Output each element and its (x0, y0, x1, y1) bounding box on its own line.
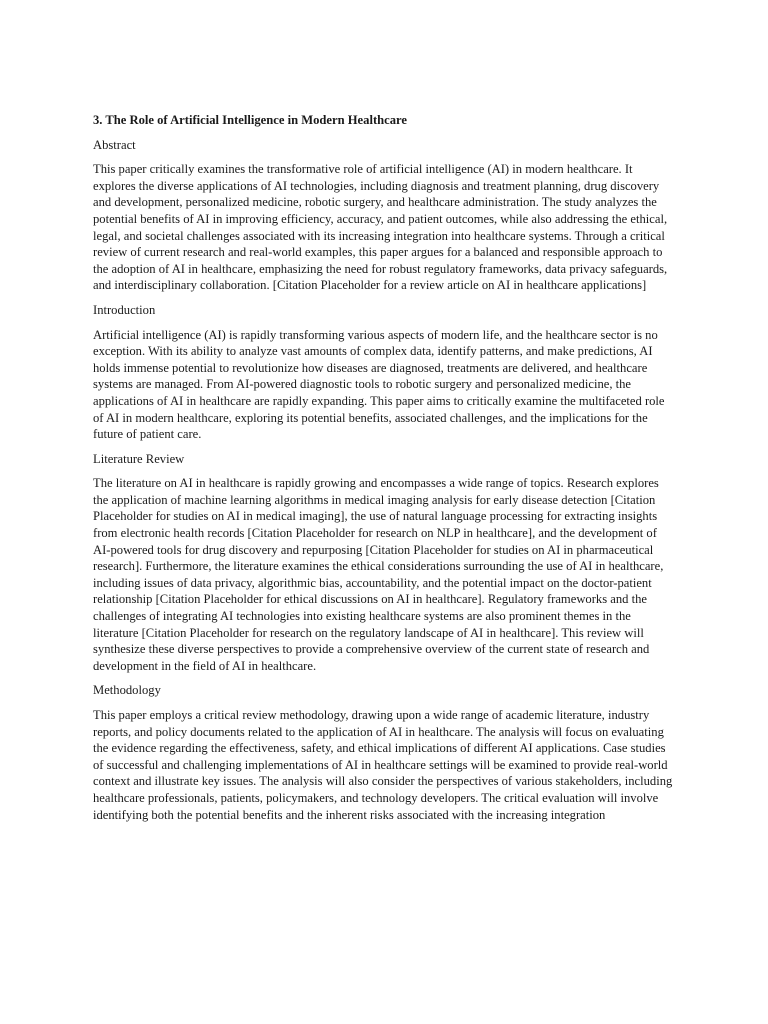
document-page (93, 112, 675, 831)
section-text-abstract: This paper critically examines the transformative role of artificial intelligence (AI) in modern healthcare. It explores the diverse applications of AI technologies, including diagnosis and treatment planning, drug discovery and development, personalized medicine, robotic surgery, and healthcare administration. The study analyzes the potential benefits of AI in improving efficiency, accuracy, and patient outcomes, while also addressing the ethical, legal, and societal challenges associated with its increasing integration into healthcare systems. Through a critical review of current research and real-world examples, this paper argues for a balanced and responsible approach to the adoption of AI in healthcare, emphasizing the need for robust regulatory frameworks, data privacy safeguards, and interdisciplinary collaboration. [Citation Placeholder for a review article on AI in healthcare applications] (93, 162, 668, 293)
section-heading-abstract: Abstract (93, 137, 136, 152)
section-heading-literature-review: Literature Review (93, 451, 185, 466)
section-text-literature-review: The literature on AI in healthcare is rapidly growing and encompasses a wide range of topics. Research explores the application of machine learning algorithms in medical imaging analysis for early disease detection [Citation Placeholder for studies on AI in medical imaging], the use of natural language processing for extracting insights from electronic health records [Citation Placeholder for research on NLP in healthcare], and the development of AI-powered tools for drug discovery and repurposing [Citation Placeholder for studies on AI in pharmaceutical research]. Furthermore, the literature examines the ethical considerations surrounding the use of AI in healthcare, including issues of data privacy, algorithmic bias, accountability, and the potential impact on the doctor-patient relationship [Citation Placeholder for ethical discussions on AI in healthcare]. Regulatory frameworks and the challenges of integrating AI technologies into existing healthcare systems are also prominent themes in the literature [Citation Placeholder for research on the regulatory landscape of AI in healthcare]. This review will synthesize these diverse perspectives to provide a comprehensive overview of the current state of research and development in the field of AI in healthcare. (93, 476, 664, 673)
paper-title: 3. The Role of Artificial Intelligence in Modern Healthcare (93, 113, 407, 127)
section-heading-introduction: Introduction (93, 302, 156, 317)
section-heading-methodology: Methodology (93, 683, 161, 698)
section-text-introduction: Artificial intelligence (AI) is rapidly transforming various aspects of modern life, and the healthcare sector is no exception. With its ability to analyze vast amounts of complex data, identify patterns, and make predictions, AI holds immense potential to revolutionize how diseases are diagnosed, treatments are delivered, and healthcare systems are managed. From AI-powered diagnostic tools to robotic surgery and personalized medicine, the applications of AI in healthcare are rapidly expanding. This paper aims to critically examine the multifaceted role of AI in modern healthcare, exploring its potential benefits, associated challenges, and the implications for the future of patient care. (93, 327, 665, 442)
section-text-methodology: This paper employs a critical review methodology, drawing upon a wide range of academic literature, industry reports, and policy documents related to the application of AI in healthcare. The analysis will focus on evaluating the evidence regarding the effectiveness, safety, and ethical implications of different AI applications. Case studies of successful and challenging implementations of AI in healthcare settings will be examined to provide real-world context and illustrate key issues. The analysis will also consider the perspectives of various stakeholders, including healthcare professionals, patients, policymakers, and technology developers. The critical evaluation will involve identifying both the potential benefits and the inherent risks associated with the increasing integration (93, 708, 673, 822)
